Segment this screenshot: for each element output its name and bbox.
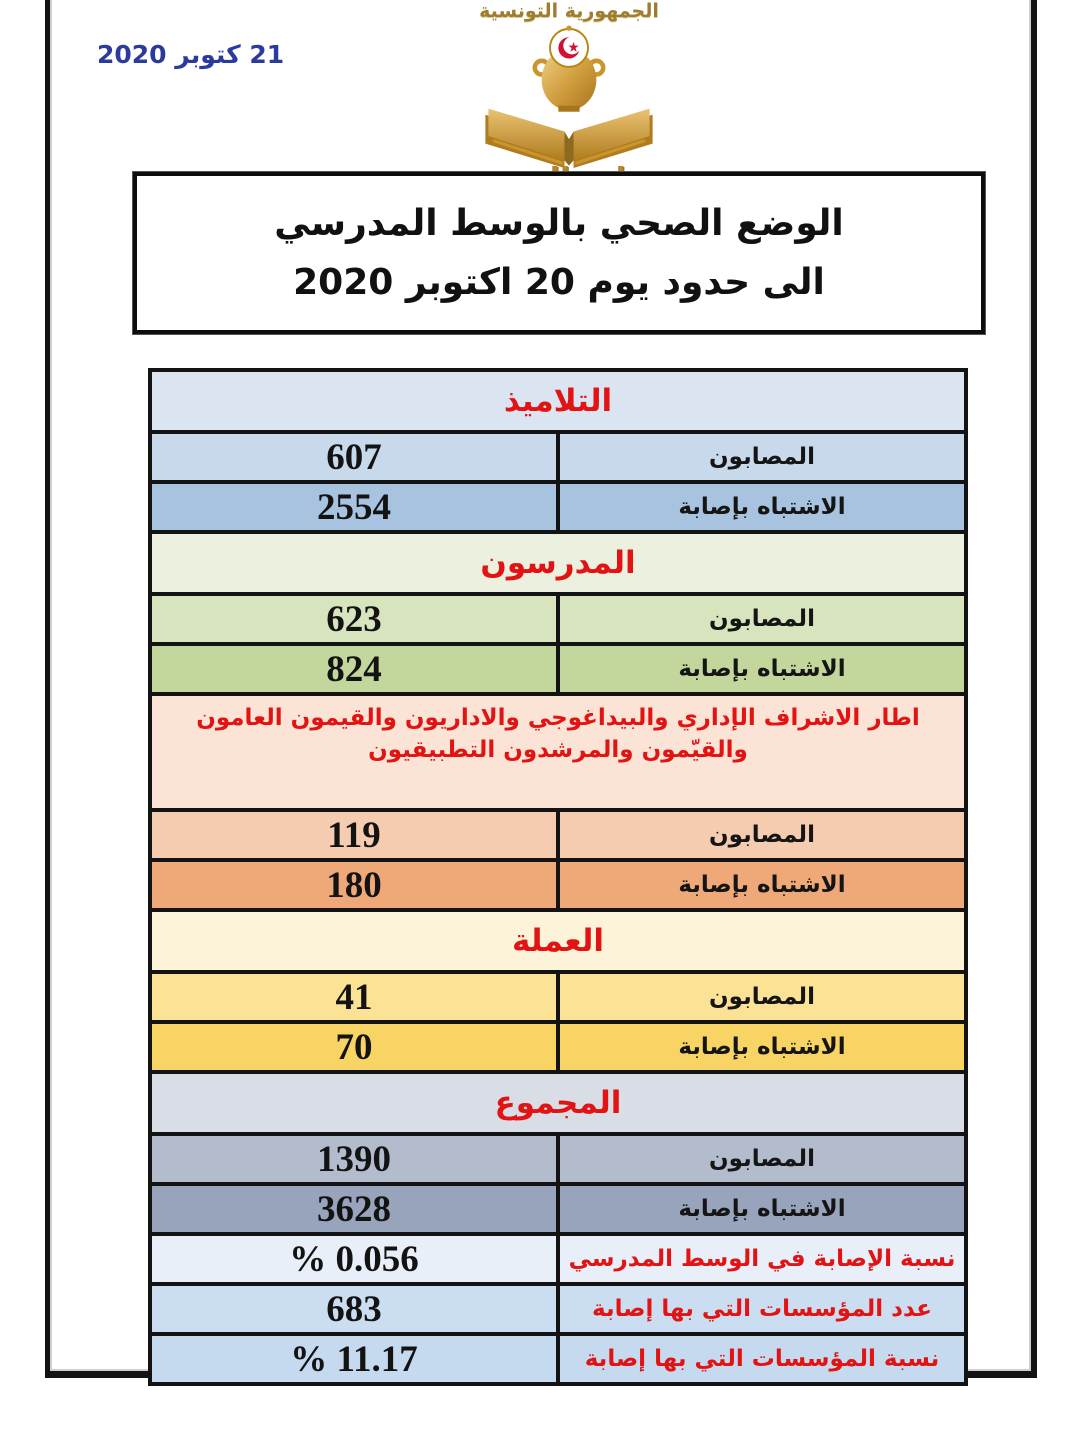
row-value: 119 — [150, 810, 558, 860]
row-label: عدد المؤسسات التي بها إصابة — [558, 1284, 966, 1334]
title-line-1: الوضع الصحي بالوسط المدرسي — [274, 203, 844, 244]
row-label: المصابون — [558, 972, 966, 1022]
table-row — [150, 1022, 966, 1072]
section-title-students — [150, 370, 966, 432]
row-label: المصابون — [558, 810, 966, 860]
row-label: المصابون — [558, 1134, 966, 1184]
row-label: الاشتباه بإصابة — [558, 860, 966, 910]
section-header-row-total — [150, 1072, 966, 1134]
section-title-line: العملة — [511, 923, 604, 960]
row-value: 41 — [150, 972, 558, 1022]
section-title-line: اطار الاشراف الإداري والبيداغوجي والاداريون والقيمون العامون — [196, 705, 920, 731]
row-label: الاشتباه بإصابة — [558, 1022, 966, 1072]
row-label: الاشتباه بإصابة — [558, 1184, 966, 1234]
row-value: 683 — [150, 1284, 558, 1334]
row-value: 70 — [150, 1022, 558, 1072]
table-row — [150, 432, 966, 482]
title-box — [133, 172, 985, 334]
row-value: 3628 — [150, 1184, 558, 1234]
table-row — [150, 1134, 966, 1184]
title-line-2: الى حدود يوم 20 اكتوبر 2020 — [293, 262, 825, 303]
table-row — [150, 1284, 966, 1334]
ministry-emblem — [419, 0, 719, 195]
row-value: 824 — [150, 644, 558, 694]
section-title-line: والقيّمون والمرشدون التطبيقيون — [368, 737, 748, 764]
section-header-row-students — [150, 370, 966, 432]
row-label: الاشتباه بإصابة — [558, 644, 966, 694]
row-label: المصابون — [558, 594, 966, 644]
document-date: 21 كتوبر 2020 — [97, 40, 285, 69]
stats-table — [148, 368, 968, 1386]
row-value: % 11.17 — [150, 1334, 558, 1384]
table-row — [150, 972, 966, 1022]
table-row — [150, 810, 966, 860]
section-header-row-supervision-staff — [150, 694, 966, 810]
table-row — [150, 594, 966, 644]
section-title-supervision-staff — [150, 694, 966, 810]
row-label: المصابون — [558, 432, 966, 482]
section-header-row-teachers — [150, 532, 966, 594]
row-value: 1390 — [150, 1134, 558, 1184]
table-row — [150, 1184, 966, 1234]
row-value: 623 — [150, 594, 558, 644]
row-value: 2554 — [150, 482, 558, 532]
row-label: الاشتباه بإصابة — [558, 482, 966, 532]
row-label: نسبة المؤسسات التي بها إصابة — [558, 1334, 966, 1384]
section-title-line: المجموع — [494, 1085, 622, 1122]
section-title-total — [150, 1072, 966, 1134]
section-title-line: المدرسون — [480, 545, 636, 581]
row-value: % 0.056 — [150, 1234, 558, 1284]
section-title-teachers — [150, 532, 966, 594]
tunisia-crest-icon — [449, 19, 689, 171]
section-title-workers — [150, 910, 966, 972]
stats-table-body — [150, 370, 966, 1384]
table-row — [150, 644, 966, 694]
section-title-line: التلاميذ — [503, 383, 613, 419]
republic-calligraphy: الجمهورية التونسية — [479, 0, 659, 22]
row-value: 607 — [150, 432, 558, 482]
section-header-row-workers — [150, 910, 966, 972]
table-row — [150, 1334, 966, 1384]
table-row — [150, 1234, 966, 1284]
row-label: نسبة الإصابة في الوسط المدرسي — [558, 1234, 966, 1284]
table-row — [150, 482, 966, 532]
table-row — [150, 860, 966, 910]
row-value: 180 — [150, 860, 558, 910]
